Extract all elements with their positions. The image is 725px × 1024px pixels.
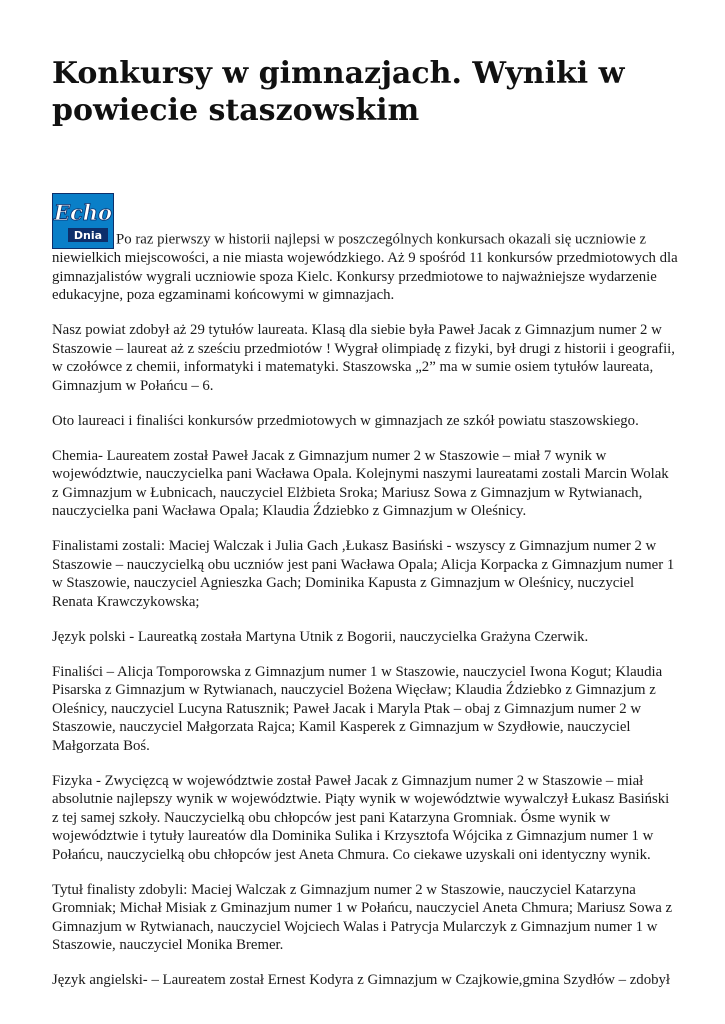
article-paragraph: Nasz powiat zdobył aż 29 tytułów laureata. Klasą dla siebie była Paweł Jacak z Gimnazjum numer 2 w Staszowie – laureat aż z sześciu przedmiotów ! Wygrał olimpiadę z fizyki, był drugi z historii i geografii, w czołówce z chemii, informatyki i matematyki. Staszowska „2” ma w sumie osiem tytułów laureata, Gimnazjum w Połańcu – 6.: [52, 322, 675, 394]
article-paragraph: Język angielski- – Laureatem został Ernest Kodyra z Gimnazjum w Czajkowie,gmina Szydłów – zdobył: [52, 972, 671, 988]
article-paragraph: Finaliści – Alicja Tomporowska z Gimnazjum numer 1 w Staszowie, nauczyciel Iwona Kogut; Klaudia Pisarska z Gimnazjum w Rytwianach, nauczyciel Bożena Więcław; Klaudia Ździebko z Gimnazjum z Oleśnicy, nauczyciel Lucyna Ratusznik; Paweł Jacak i Maryla Ptak – obaj z Gimnazjum numer 2 w Staszowie, nauczyciel Małgorzata Rajca; Kamil Kasperek z Gimnazjum w Szydłowie, nauczyciel Małgorzata Boś.: [52, 663, 663, 754]
logo-text-bottom: Dnia: [73, 229, 103, 242]
article-title: Konkursy w gimnazjach. Wyniki w powiecie staszowskim: [52, 56, 625, 128]
article-paragraph: Fizyka - Zwycięzcą w województwie został Paweł Jacak z Gimnazjum numer 2 w Staszowie – miał absolutnie najlepszy wynik w województwie. Piąty wynik w województwie wywalczył Łukasz Basiński z tej samej szkoły. Nauczycielką obu chłopców jest pani Katarzyna Gromniak. Ósme wynik w województwie i tytuły laureatów dla Dominika Sulika i Krzysztofa Wójcika z Gimnazjum numer 1 w Połańcu, nauczycielką obu chłopców jest Aneta Chmura. Co ciekawe uzyskali oni identyczny wynik.: [52, 772, 670, 863]
article-paragraph: [52, 193, 678, 305]
logo-text-top: Echo: [53, 200, 113, 225]
article-paragraph: Oto laureaci i finaliści konkursów przedmiotowych w gimnazjach ze szkół powiatu staszowskiego.: [52, 412, 639, 429]
article-paragraph: Chemia- Laureatem został Paweł Jacak z Gimnazjum numer 2 w Staszowie – miał 7 wynik w województwie, nauczycielka pani Wacława Opala. Kolejnymi naszymi laureatami zostali Marcin Wolak z Gimnazjum w Łubnicach, nauczyciel Elżbieta Sroka; Mariusz Sowa z Gimnazjum w Rytwianach, nauczycielka pani Wacława Opala; Klaudia Ździebko z Gimnazjum w Oleśnicy.: [52, 447, 669, 519]
paragraph-text: Po raz pierwszy w historii najlepsi w poszczególnych konkursach okazali się uczniowie z niewielkich miejscowości, a nie miasta wojewódzkiego. Aż 9 spośród 11 konkursów przedmiotowych dla gimnazjalistów wygrali uczniowie spoza Kielc. Konkursy przedmiotowe to najważniejsze wydarzenie edukacyjne, poza egzaminami końcowymi w gimnazjach.: [52, 231, 678, 303]
article-body: [52, 193, 678, 1006]
article-paragraph: Tytuł finalisty zdobyli: Maciej Walczak z Gimnazjum numer 2 w Staszowie, nauczyciel Katarzyna Gromniak; Michał Misiak z Gminazjum numer 1 w Połańcu, nauczyciel Aneta Chmura; Mariusz Sowa z Gimnazjum w Rytwianach, nauczyciel Wojciech Walas i Patrycja Mularczyk z Gimnazjum numer 1 w Staszowie, nauczyciel Monika Bremer.: [52, 881, 673, 953]
article-paragraph: Finalistami zostali: Maciej Walczak i Julia Gach ,Łukasz Basiński - wszyscy z Gimnazjum numer 2 w Staszowie – nauczycielką obu uczniów jest pani Wacława Opala; Alicja Korpacka z Gimnazjum numer 1 w Staszowie, nauczyciel Agnieszka Gach; Dominika Kapusta z Gimnazjum w Oleśnicy, nuczyciel Renata Krawczykowska;: [52, 538, 675, 610]
echo-dnia-logo: [52, 193, 114, 249]
article-paragraph: Język polski - Laureatką została Martyna Utnik z Bogorii, nauczycielka Grażyna Czerwik.: [52, 628, 589, 645]
